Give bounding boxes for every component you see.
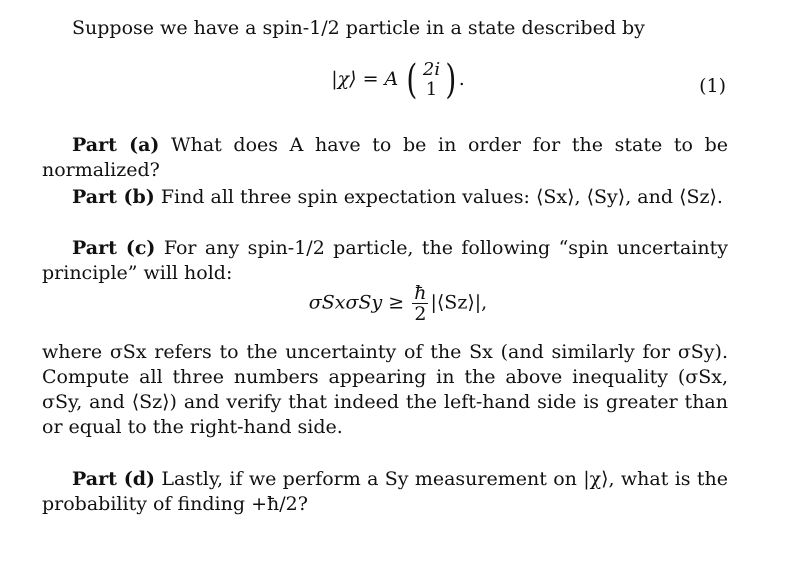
part-a <box>42 133 728 183</box>
equation-2 <box>0 283 796 333</box>
eq1-tail: . <box>458 68 465 90</box>
frac-den: 2 <box>414 303 427 325</box>
right-paren-icon: ) <box>445 57 457 103</box>
eq2-rhs: |⟨Sz⟩|, <box>430 291 488 314</box>
equation-1 <box>0 57 796 116</box>
part-a-text: What does A have to be in order for the state to be normalized? <box>42 134 728 181</box>
part-a-label: Part (a) <box>72 134 160 156</box>
left-paren-icon: ( <box>406 57 418 103</box>
part-c-label: Part (c) <box>72 237 156 259</box>
vector-top: 2i <box>422 59 441 80</box>
vector-bottom: 1 <box>425 79 438 100</box>
part-b-text: Find all three spin expectation values: ⟨Sx⟩, ⟨Sy⟩, and ⟨Sz⟩. <box>160 186 723 208</box>
eq1-lhs: |χ⟩ = A <box>331 68 399 90</box>
equation-number: (1) <box>699 75 726 97</box>
intro-text: Suppose we have a spin-1/2 particle in a state described by <box>72 17 645 39</box>
state-vector <box>420 60 443 100</box>
part-c-followup: where σSx refers to the uncertainty of the Sx (and similarly for σSy). Compute all three numbers appearing in the above inequality (σSx, σSy, and ⟨Sz⟩) and verify that indeed the left-hand side is greater than or equal to the right-hand side. <box>42 341 728 438</box>
frac-num: ħ <box>414 282 427 304</box>
part-d-label: Part (d) <box>72 468 156 490</box>
part-d-text: Lastly, if we perform a Sy measurement on |χ⟩, what is the probability of finding +ħ/2? <box>42 468 728 515</box>
part-b <box>42 185 728 210</box>
part-c <box>42 236 728 286</box>
hbar-over-2 <box>412 283 428 324</box>
eq2-lhs: σSxσSy ≥ <box>308 291 405 314</box>
part-c-text: For any spin-1/2 particle, the following “spin uncertainty principle” will hold: <box>42 237 729 284</box>
part-d <box>42 467 728 517</box>
part-b-label: Part (b) <box>72 186 155 208</box>
